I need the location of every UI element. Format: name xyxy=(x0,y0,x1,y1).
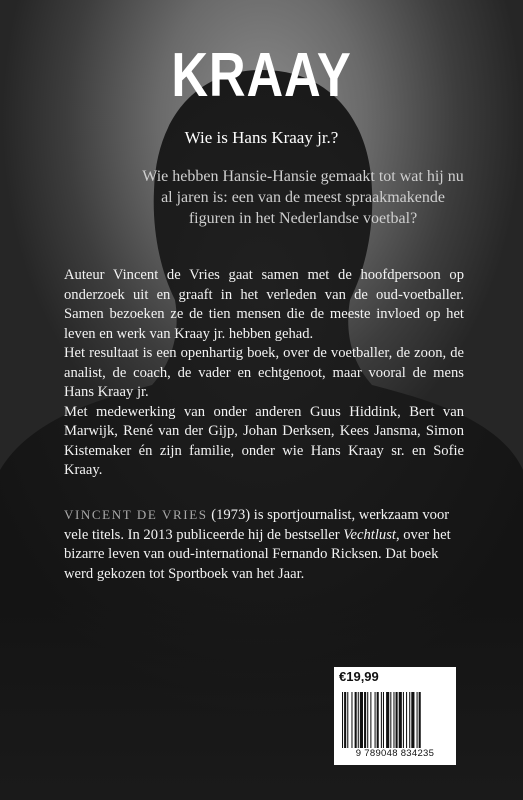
isbn-number: 9 789048 834235 xyxy=(355,748,435,759)
book-title: KRAAY xyxy=(171,41,352,110)
barcode xyxy=(334,687,456,765)
barcode-bars xyxy=(342,692,448,748)
price-label: €19,99 xyxy=(334,667,456,687)
blurb-paragraph: Met medewerking van onder anderen Guus Hiddink, Bert van Marwijk, René van der Gijp, Johan Derksen, Kees Jansma, Simon Kistemaker én zijn familie, onder wie Hans Kraay sr. en Sofie Kraay. xyxy=(64,403,464,478)
previous-book-title: Vechtlust xyxy=(343,526,396,543)
author-bio xyxy=(64,505,464,584)
blurb-paragraph: Auteur Vincent de Vries gaat samen met de hoofdpersoon op onderzoek uit en graaft in het verleden van de oud-voetballer. Samen bezoeken ze de tien mensen die de meeste invloed op het leven en werk van Kraay jr. hebben gehad. xyxy=(64,267,464,342)
blurb-text xyxy=(64,266,464,481)
blurb-paragraph: Het resultaat is een openhartig boek, over de voetballer, de zoon, de analist, de coach, de vader en echtgenoot, maar vooral de mens Hans Kraay jr. xyxy=(64,345,464,400)
author-bio-text: (1973) is sportjournalist, werkzaam voor vele titels. In 2013 publiceerde hij de bestseller xyxy=(64,507,450,543)
author-name: VINCENT DE VRIES xyxy=(64,507,208,522)
book-subtitle: Wie is Hans Kraay jr.? xyxy=(184,128,339,147)
teaser-question: Wie hebben Hansie-Hansie gemaakt tot wat hij nu al jaren is: een van de meest spraakmakende figuren in het Nederlandse voetbal? xyxy=(142,168,464,227)
author-bio-text-end: , over het bizarre leven van oud-international Fernando Ricksen. Dat boek werd gekozen tot Sportboek van het Jaar. xyxy=(64,526,451,582)
